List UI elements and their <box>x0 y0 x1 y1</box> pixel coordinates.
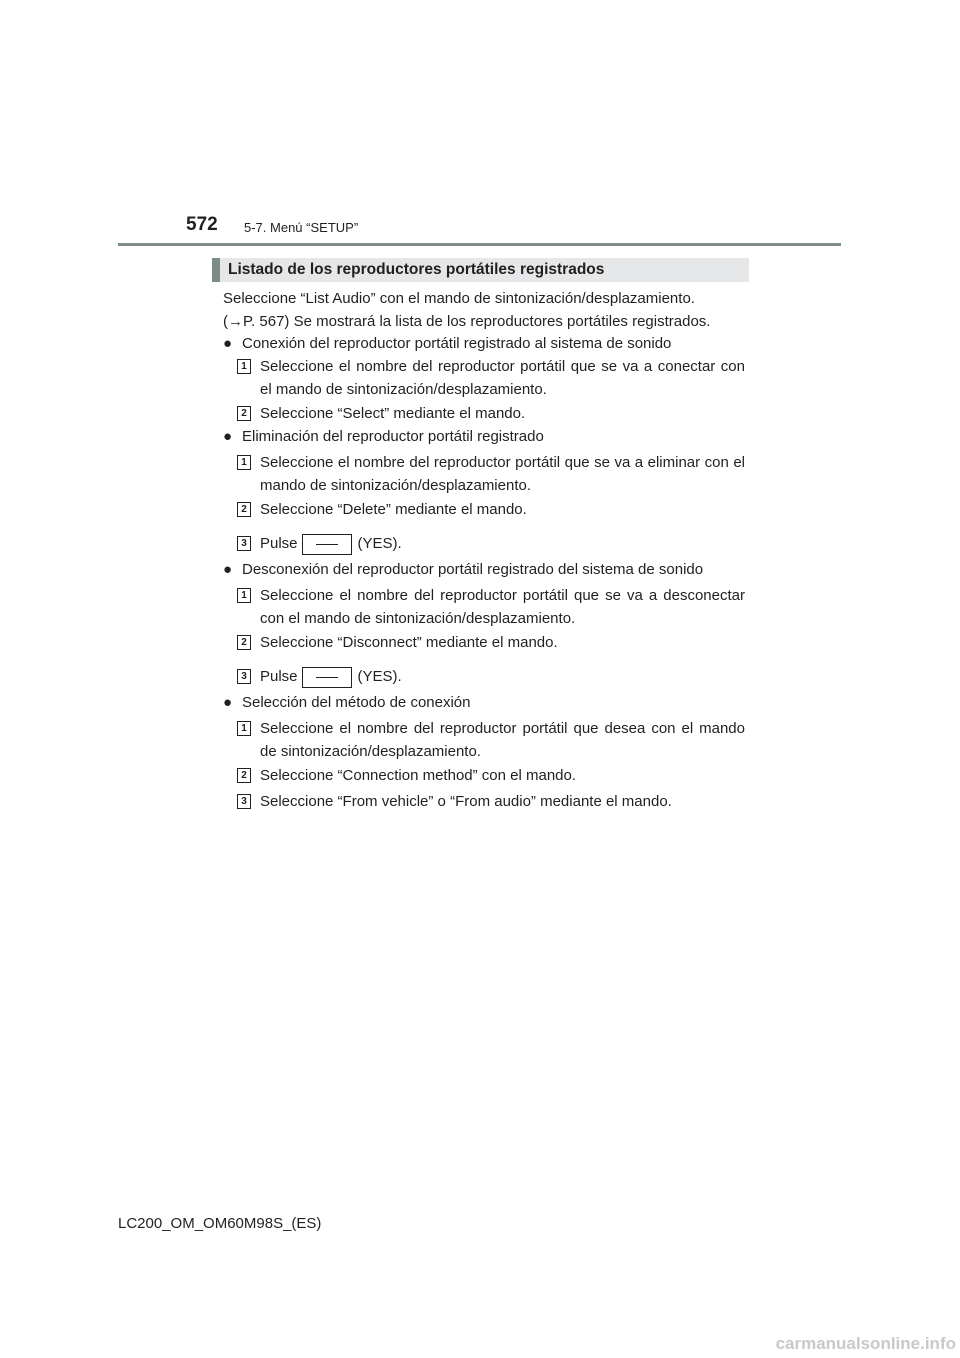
watermark: carmanualsonline.info <box>775 1334 956 1353</box>
step-number: 2 <box>237 768 251 783</box>
section-label: 5-7. Menú “SETUP” <box>244 220 359 235</box>
step-text: Seleccione “Select” mediante el mando. <box>260 405 526 422</box>
step-number: 1 <box>237 455 251 470</box>
step-text: Seleccione el nombre del reproductor portátil que desea con el mando de sintonización/desplazamiento. <box>260 720 745 760</box>
intro-line-2: (→P. 567) Se mostrará la lista de los reproductores portátiles registrados. <box>223 313 711 330</box>
step-number: 2 <box>237 502 251 517</box>
step-number: 3 <box>237 794 251 809</box>
section-heading: Listado de los reproductores portátiles registrados <box>212 258 749 282</box>
page-number: 572 <box>186 214 218 235</box>
step-number: 1 <box>237 588 251 603</box>
step-number: 1 <box>237 721 251 736</box>
step-delete-3 <box>237 532 745 555</box>
step-disconnect-3 <box>237 665 745 688</box>
step-disconnect-2 <box>237 631 745 654</box>
step-post-text: (YES). <box>357 668 402 685</box>
step-connect-2 <box>237 402 745 425</box>
intro-text <box>223 287 745 333</box>
dash-button-icon <box>302 534 352 555</box>
bullet-title: Conexión del reproductor portátil registrado al sistema de sonido <box>242 335 672 352</box>
step-pre-text: Pulse <box>260 535 298 552</box>
step-text <box>260 532 745 555</box>
step-delete-1 <box>237 451 745 497</box>
step-method-3 <box>237 790 745 813</box>
step-disconnect-1 <box>237 584 745 630</box>
step-text: Seleccione “From vehicle” o “From audio” mediante el mando. <box>260 793 672 810</box>
step-post-text: (YES). <box>357 535 402 552</box>
step-pre-text: Pulse <box>260 668 298 685</box>
step-method-1 <box>237 717 745 763</box>
step-text: Seleccione el nombre del reproductor portátil que se va a desconectar con el mando de sintonización/desplazamiento. <box>260 587 745 627</box>
bullet-title: Eliminación del reproductor portátil registrado <box>242 428 544 445</box>
step-text: Seleccione “Delete” mediante el mando. <box>260 501 527 518</box>
bullet-icon: ● <box>223 694 233 711</box>
step-text: Seleccione el nombre del reproductor portátil que se va a eliminar con el mando de sintonización/desplazamiento. <box>260 454 745 494</box>
intro-line-1: Seleccione “List Audio” con el mando de sintonización/desplazamiento. <box>223 290 695 307</box>
step-text: Seleccione el nombre del reproductor portátil que se va a conectar con el mando de sintonización/desplazamiento. <box>260 358 745 398</box>
step-number: 2 <box>237 635 251 650</box>
step-number: 3 <box>237 669 251 684</box>
bullet-icon: ● <box>223 335 233 352</box>
dash-button-icon <box>302 667 352 688</box>
step-number: 2 <box>237 406 251 421</box>
step-text <box>260 665 745 688</box>
bullet-icon: ● <box>223 561 233 578</box>
bullet-title: Selección del método de conexión <box>242 694 471 711</box>
header-rule <box>118 243 841 246</box>
step-text: Seleccione “Disconnect” mediante el mando. <box>260 634 558 651</box>
bullet-icon: ● <box>223 428 233 445</box>
step-text: Seleccione “Connection method” con el mando. <box>260 767 577 784</box>
bullet-delete <box>223 425 745 448</box>
step-delete-2 <box>237 498 745 521</box>
bullet-title: Desconexión del reproductor portátil registrado del sistema de sonido <box>242 561 704 578</box>
bullet-disconnect <box>223 558 745 581</box>
step-method-2 <box>237 764 745 787</box>
step-connect-1 <box>237 355 745 401</box>
bullet-connection-method <box>223 691 745 714</box>
step-number: 3 <box>237 536 251 551</box>
bullet-connect <box>223 332 745 355</box>
step-number: 1 <box>237 359 251 374</box>
footer-code: LC200_OM_OM60M98S_(ES) <box>118 1215 322 1232</box>
